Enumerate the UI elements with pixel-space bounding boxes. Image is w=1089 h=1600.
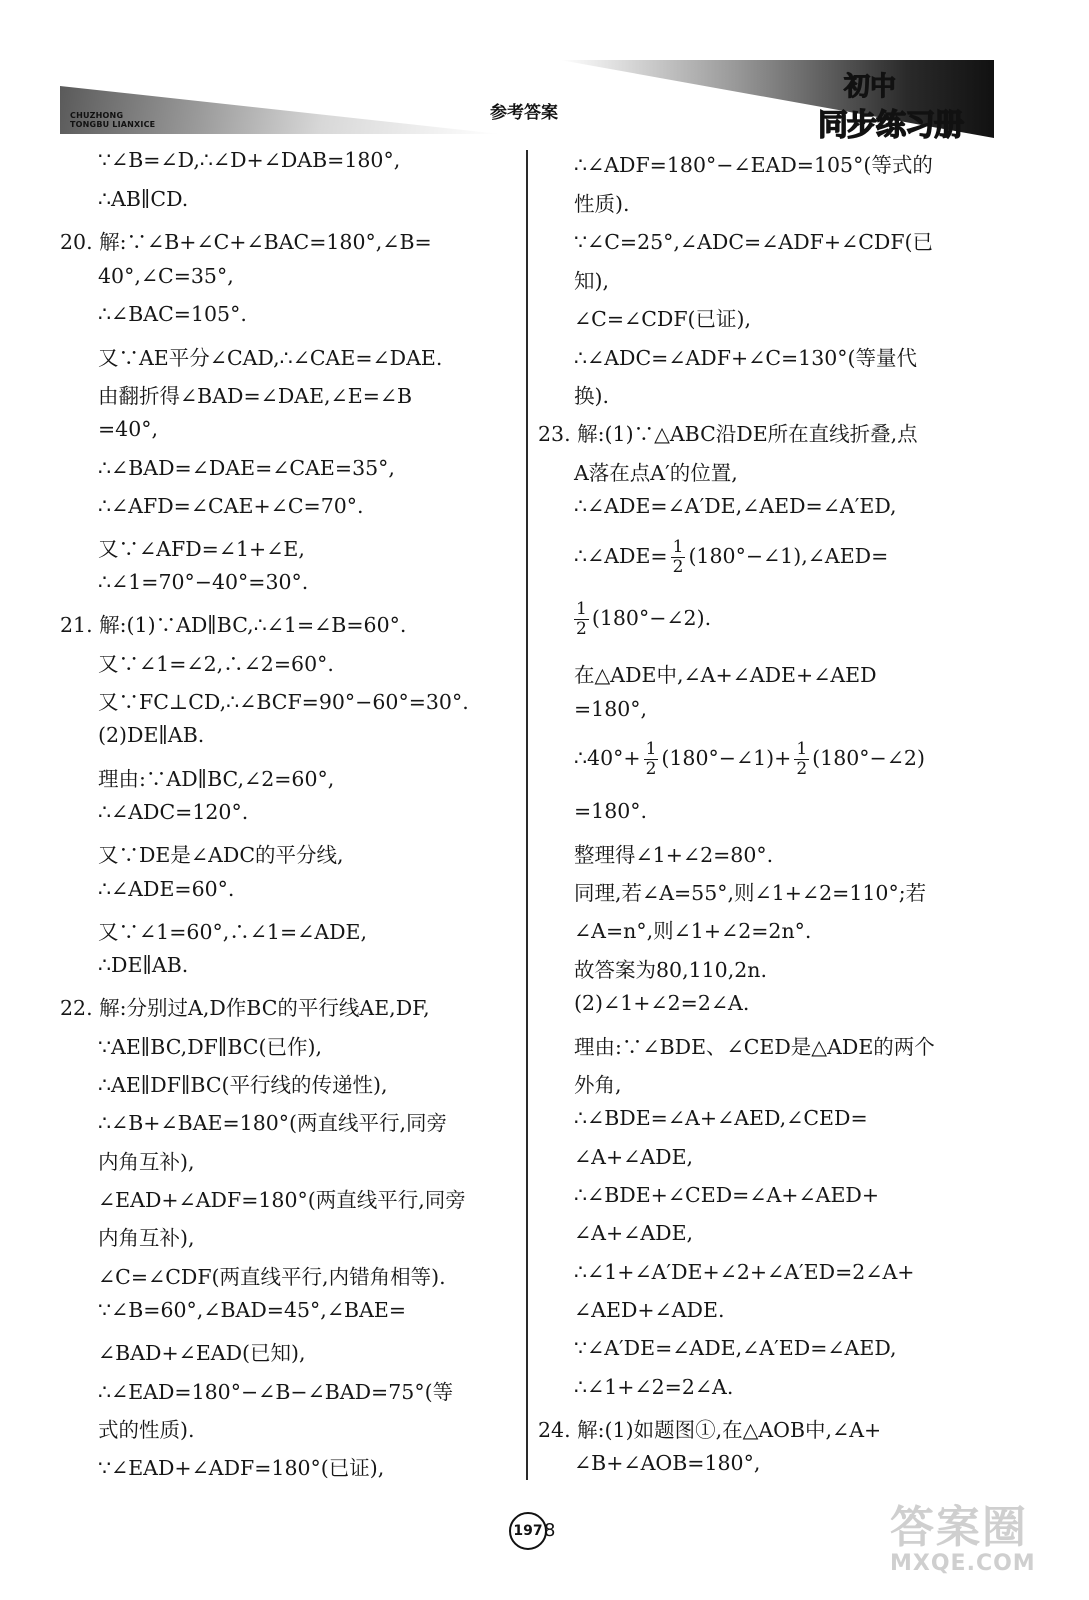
fraction [574,600,589,639]
fraction-denominator: 2 [796,759,808,779]
text-line: 又∵AE平分∠CAD,∴∠CAE=∠DAE. [98,346,443,370]
text-line: 由翻折得∠BAD=∠DAE,∠E=∠B [98,384,413,408]
text-line: 20. 解:∵∠B+∠C+∠BAC=180°,∠B= [60,230,432,254]
text-line: ∴∠BAD=∠DAE=∠CAE=35°, [98,456,395,480]
text-line: 内角互补), [98,1150,195,1174]
text-line: 整理得∠1+∠2=80°. [574,843,774,867]
text-line: 式的性质). [98,1418,195,1442]
fraction-line-1-pre: ∴∠ADE= [574,544,668,568]
text-line: ∴∠ADF=180°−∠EAD=105°(等式的 [574,153,933,177]
text-line: ∴AE∥DF∥BC(平行线的传递性), [98,1073,388,1097]
text-line: 外角, [574,1073,622,1097]
fraction-numerator: 1 [645,739,657,759]
fraction [671,538,686,577]
text-line: 故答案为80,110,2n. [574,958,768,982]
text-line: ∵∠EAD+∠ADF=180°(已证), [98,1456,385,1480]
fraction-line-1-post: (180°−∠1),∠AED= [688,544,889,568]
text-line: ∵∠A′DE=∠ADE,∠A′ED=∠AED, [574,1336,897,1360]
text-line: 在△ADE中,∠A+∠ADE+∠AED [574,663,877,687]
text-line: 22. 解:分别过A,D作BC的平行线AE,DF, [60,996,430,1020]
watermark-url: MXQE.COM [890,1551,1036,1576]
text-line: ∴∠AFD=∠CAE+∠C=70°. [98,494,364,518]
watermark-title: 答案圈 [890,1502,1028,1553]
text-line: ∠AED+∠ADE. [574,1298,725,1322]
text-line: ∵∠C=25°,∠ADC=∠ADF+∠CDF(已 [574,230,934,254]
text-line: 同理,若∠A=55°,则∠1+∠2=110°;若 [574,881,927,905]
text-line: ∵∠B=60°,∠BAD=45°,∠BAE= [98,1298,407,1322]
fraction-denominator: 2 [576,619,587,639]
brand-logo-top: 初中 [844,72,897,102]
text-line: 性质). [574,192,630,216]
text-line: ∵∠B=∠D,∴∠D+∠DAB=180°, [98,148,401,172]
text-line: 40°,∠C=35°, [98,264,234,288]
page-header [0,0,1089,143]
fraction [794,740,809,779]
text-line: A落在点A′的位置, [574,461,738,485]
text-line: 内角互补), [98,1226,195,1250]
text-line: ∴∠B+∠BAE=180°(两直线平行,同旁 [98,1111,448,1135]
brand-logo-bottom: 同步练习册 [818,108,963,143]
text-line: ∠BAD+∠EAD(已知), [98,1341,306,1365]
text-line: 又∵∠AFD=∠1+∠E, [98,537,305,561]
text-line: 又∵DE是∠ADC的平分线, [98,843,344,867]
fraction-numerator: 1 [672,537,684,557]
text-line: ∴∠BDE+∠CED=∠A+∠AED+ [574,1183,880,1207]
fraction-numerator: 1 [576,599,587,619]
text-line: =180°. [574,799,648,823]
text-line: ∠EAD+∠ADF=180°(两直线平行,同旁 [98,1188,466,1212]
text-line: ∠C=∠CDF(两直线平行,内错角相等). [98,1265,446,1289]
text-line: 又∵FC⊥CD,∴∠BCF=90°−60°=30°. [98,690,469,714]
text-line: 23. 解:(1)∵△ABC沿DE所在直线折叠,点 [538,422,918,446]
fraction-line-3-post: (180°−∠2) [812,746,925,770]
text-line: ∴∠ADE=∠A′DE,∠AED=∠A′ED, [574,494,897,518]
fraction [644,740,659,779]
text-line: ∵AE∥BC,DF∥BC(已作), [98,1035,322,1059]
fraction-numerator: 1 [796,739,808,759]
watermark [890,1502,1036,1576]
fraction-line-2-post: (180°−∠2). [591,606,712,630]
fraction-line-3-pre: ∴40°+ [574,746,641,770]
text-line: (2)DE∥AB. [98,723,205,747]
text-line: 换). [574,384,610,408]
header-series-pinyin [70,111,155,129]
text-line: 理由:∵∠BDE、∠CED是△ADE的两个 [574,1035,935,1059]
fraction-line-3-mid: (180°−∠1)+ [661,746,792,770]
fraction-denominator: 2 [645,759,657,779]
text-line: ∴∠ADC=∠ADF+∠C=130°(等量代 [574,346,918,370]
text-line: 理由:∵AD∥BC,∠2=60°, [98,767,335,791]
text-line: ∴∠ADC=120°. [98,800,249,824]
text-line: ∴∠1=70°−40°=30°. [98,570,309,594]
text-line: 又∵∠1=60°,∴∠1=∠ADE, [98,920,368,944]
page-number-ornament: 8 [544,1520,556,1541]
fraction-line-1 [574,538,888,577]
text-line: ∴DE∥AB. [98,953,189,977]
page-number: 197 [509,1512,547,1550]
text-line: 24. 解:(1)如题图①,在△AOB中,∠A+ [538,1418,882,1442]
text-line: ∠B+∠AOB=180°, [574,1451,761,1475]
text-line: (2)∠1+∠2=2∠A. [574,991,750,1015]
text-line: =180°, [574,697,648,721]
text-line: ∠C=∠CDF(已证), [574,307,752,331]
text-line: ∠A=n°,则∠1+∠2=2n°. [574,919,812,943]
text-line: ∴∠EAD=180°−∠B−∠BAD=75°(等 [98,1380,454,1404]
text-line: 21. 解:(1)∵AD∥BC,∴∠1=∠B=60°. [60,613,407,637]
header-pinyin-line2: TONGBU LIANXICE [70,120,156,129]
text-line: ∴∠1+∠A′DE+∠2+∠A′ED=2∠A+ [574,1260,915,1284]
fraction-line-2 [574,600,711,639]
text-line: ∠A+∠ADE, [574,1145,694,1169]
text-line: ∴∠BAC=105°. [98,302,247,326]
text-line: ∴∠BDE=∠A+∠AED,∠CED= [574,1106,868,1130]
text-line: ∴AB∥CD. [98,187,189,211]
text-line: 又∵∠1=∠2,∴∠2=60°. [98,652,334,676]
text-line: =40°, [98,417,159,441]
column-divider [526,150,528,1480]
text-line: ∠A+∠ADE, [574,1221,694,1245]
text-line: 知), [574,269,610,293]
fraction-line-3 [574,740,925,779]
text-line: ∴∠1+∠2=2∠A. [574,1375,734,1399]
page-title: 参考答案 [490,103,558,123]
header-pinyin-line1: CHUZHONG [70,111,124,120]
fraction-denominator: 2 [672,557,684,577]
text-line: ∴∠ADE=60°. [98,877,235,901]
